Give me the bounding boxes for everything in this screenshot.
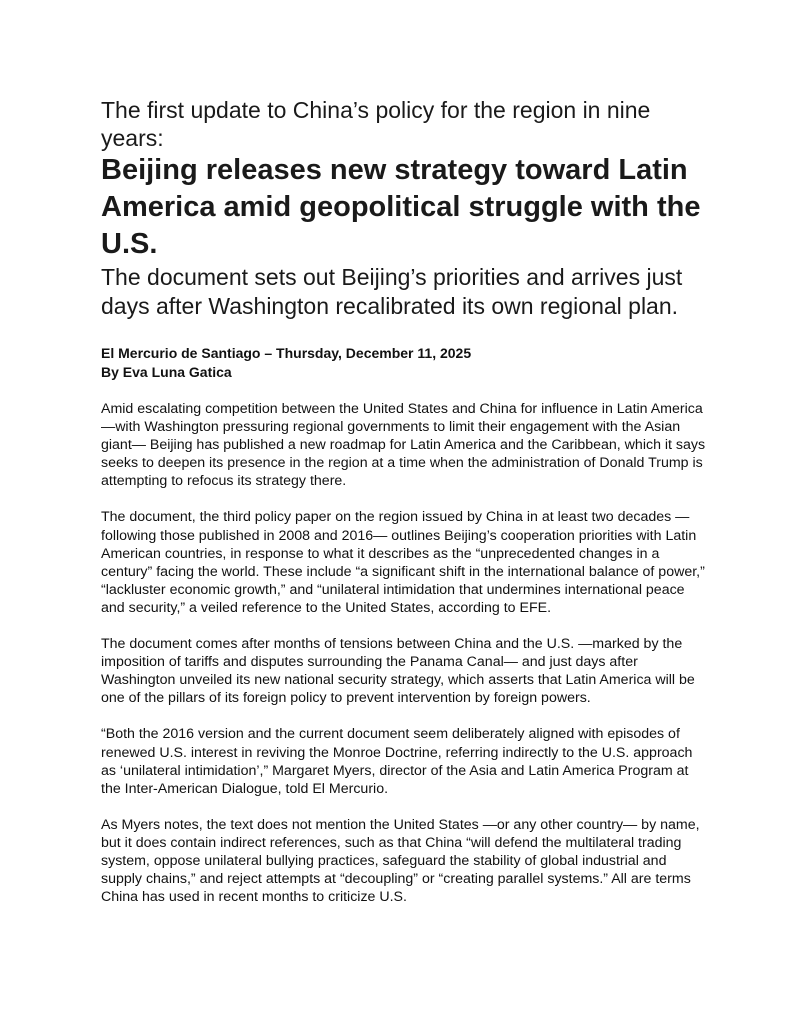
article-headline: Beijing releases new strategy toward Latin America amid geopolitical struggle with the U.S.	[101, 154, 701, 260]
body-paragraph: Amid escalating competition between the United States and China for influence in Latin America —with Washington pressuring regional governments to limit their engagement with the Asian giant— Beijing has published a new roadmap for Latin America and the Caribbean, which it says seeks to deepen its presence in the region at a time when the administration of Donald Trump is attempting to refocus its strategy there.	[101, 401, 706, 490]
dateline: El Mercurio de Santiago – Thursday, December 11, 2025	[101, 345, 472, 361]
article-body	[101, 400, 706, 906]
byline	[101, 344, 711, 382]
article	[101, 96, 711, 924]
body-paragraph: “Both the 2016 version and the current document seem deliberately aligned with episodes of renewed U.S. interest in reviving the Monroe Doctrine, referring indirectly to the U.S. approach as ‘unilateral intimidation’,” Margaret Myers, director of the Asia and Latin America Program at the Inter-American Dialogue, told El Mercurio.	[101, 726, 693, 797]
body-paragraph: The document, the third policy paper on the region issued by China in at least two decades —following those published in 2008 and 2016— outlines Beijing’s cooperation priorities with Latin American countries, in response to what it describes as the “unprecedented changes in a century” facing the world. These include “a significant shift in the international balance of power,” “lackluster economic growth,” and “unilateral intimidation that undermines international peace and security,” a veiled reference to the United States, according to EFE.	[101, 509, 705, 616]
article-subhead: The document sets out Beijing’s priorities and arrives just days after Washington recalibrated its own regional plan.	[101, 264, 683, 319]
author-byline: By Eva Luna Gatica	[101, 364, 232, 380]
article-kicker: The first update to China’s policy for the region in nine years:	[101, 97, 651, 151]
body-paragraph: The document comes after months of tensions between China and the U.S. —marked by the imposition of tariffs and disputes surrounding the Panama Canal— and just days after Washington unveiled its new national security strategy, which asserts that Latin America will be one of the pillars of its foreign policy to prevent intervention by foreign powers.	[101, 636, 695, 707]
body-paragraph: As Myers notes, the text does not mention the United States —or any other country— by name, but it does contain indirect references, such as that China “will defend the multilateral trading system, oppose unilateral bullying practices, safeguard the stability of global industrial and supply chains,” and reject attempts at “decoupling” or “creating parallel systems.” All are terms China has used in recent months to criticize U.S.	[101, 816, 700, 906]
